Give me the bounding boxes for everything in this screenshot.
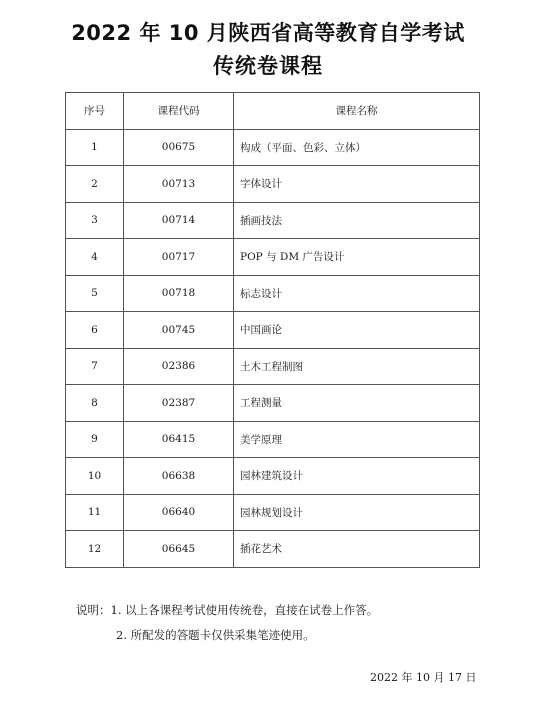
- table-row: [66, 421, 480, 458]
- row-seq: 3: [66, 202, 124, 239]
- document-title: 2022 年 10 月陕西省高等教育自学考试: [71, 21, 465, 45]
- row-name: 插画技法: [234, 202, 480, 239]
- row-seq: 1: [66, 129, 124, 166]
- row-name: 土木工程制图: [234, 348, 480, 385]
- row-seq: 10: [66, 458, 124, 495]
- row-code: 00714: [124, 202, 234, 239]
- row-name: 插花艺术: [234, 531, 480, 568]
- row-seq: 12: [66, 531, 124, 568]
- table-row: [66, 458, 480, 495]
- row-name: 美学原理: [234, 421, 480, 458]
- row-seq: 7: [66, 348, 124, 385]
- note-item-1: 1. 以上各课程考试使用传统卷，直接在试卷上作答。: [110, 603, 379, 617]
- notes-section: [76, 598, 378, 648]
- table-row: [66, 275, 480, 312]
- row-code: 00718: [124, 275, 234, 312]
- row-seq: 4: [66, 239, 124, 276]
- table-row: [66, 348, 480, 385]
- table-row: [66, 202, 480, 239]
- row-code: 06640: [124, 494, 234, 531]
- table-row: [66, 166, 480, 203]
- notes-label: 说明：: [76, 603, 111, 617]
- row-name: POP 与 DM 广告设计: [234, 239, 480, 276]
- row-seq: 11: [66, 494, 124, 531]
- table-header-row: [66, 93, 480, 130]
- row-name: 工程测量: [234, 385, 480, 422]
- course-table: [65, 92, 480, 568]
- row-name: 标志设计: [234, 275, 480, 312]
- row-code: 00713: [124, 166, 234, 203]
- row-name: 字体设计: [234, 166, 480, 203]
- header-code: 课程代码: [124, 93, 234, 130]
- row-code: 00745: [124, 312, 234, 349]
- row-seq: 9: [66, 421, 124, 458]
- row-name: 中国画论: [234, 312, 480, 349]
- row-code: 02387: [124, 385, 234, 422]
- table-row: [66, 312, 480, 349]
- note-line-1: [76, 598, 378, 623]
- document-date: 2022 年 10 月 17 日: [370, 671, 477, 684]
- row-seq: 2: [66, 166, 124, 203]
- table-row: [66, 494, 480, 531]
- table-row: [66, 129, 480, 166]
- row-code: 02386: [124, 348, 234, 385]
- row-code: 06645: [124, 531, 234, 568]
- note-line-2: [76, 623, 378, 648]
- header-name: 课程名称: [234, 93, 480, 130]
- row-name: 园林规划设计: [234, 494, 480, 531]
- header-seq: 序号: [66, 93, 124, 130]
- table-row: [66, 531, 480, 568]
- row-code: 06638: [124, 458, 234, 495]
- table-row: [66, 385, 480, 422]
- row-code: 00717: [124, 239, 234, 276]
- row-seq: 8: [66, 385, 124, 422]
- row-name: 构成（平面、色彩、立体）: [234, 129, 480, 166]
- row-seq: 5: [66, 275, 124, 312]
- row-seq: 6: [66, 312, 124, 349]
- table-row: [66, 239, 480, 276]
- row-code: 00675: [124, 129, 234, 166]
- document-subtitle: 传统卷课程: [213, 54, 323, 78]
- row-name: 园林建筑设计: [234, 458, 480, 495]
- row-code: 06415: [124, 421, 234, 458]
- note-item-2: 2. 所配发的答题卡仅供采集笔迹使用。: [116, 628, 315, 642]
